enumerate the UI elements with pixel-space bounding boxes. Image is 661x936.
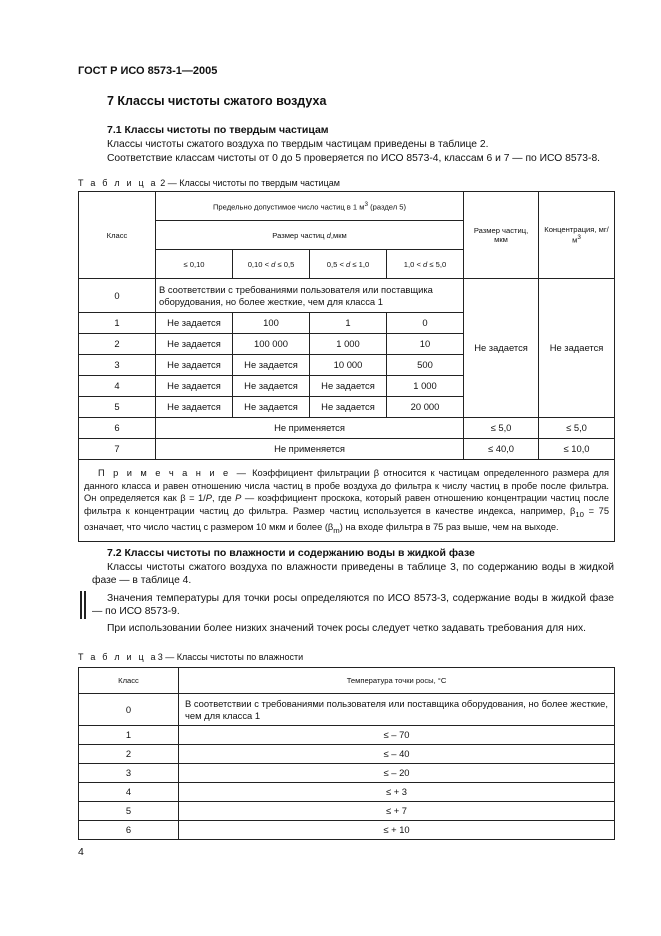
row-class: 5 (79, 802, 179, 821)
table-3 (78, 667, 615, 840)
row-class: 2 (79, 334, 156, 355)
subsection-7-1-title: 7.1 Классы чистоты по твердым частицам (107, 124, 329, 136)
paragraph: При использовании более низких значений точек росы следует четко задавать требования для них. (107, 623, 587, 634)
table-cell: Не задается (156, 313, 233, 334)
document-header: ГОСТ Р ИСО 8573-1—2005 (78, 65, 218, 77)
table-cell: 10 000 (310, 355, 387, 376)
table-cell: 100 (233, 313, 310, 334)
row-class: 5 (79, 397, 156, 418)
table-cell: ≤ – 40 (179, 745, 615, 764)
header-concentration: Концентрация, $мг/м^3$ (539, 192, 615, 279)
row-class: 3 (79, 764, 179, 783)
paragraph: Классы чистоты сжатого воздуха по твердым частицам приведены в таблице 2. (107, 139, 489, 150)
table-cell: ≤ 10,0 (539, 439, 615, 460)
paragraph: Классы чистоты сжатого воздуха по влажности приведены в таблице 3, по содержанию воды в жидкой фазе — в таблице 4. (92, 562, 614, 586)
row-class: 3 (79, 355, 156, 376)
row-class: 2 (79, 745, 179, 764)
page-number: 4 (78, 846, 84, 858)
row-class: 6 (79, 418, 156, 439)
table-cell: 100 000 (233, 334, 310, 355)
subheader-range-3: 0,5 < d ≤ 1,0 (310, 250, 387, 279)
table-cell: ≤ – 70 (179, 726, 615, 745)
table-cell: 500 (387, 355, 464, 376)
table-cell: ≤ 5,0 (539, 418, 615, 439)
merged-particle-size: Не задается (464, 279, 539, 418)
not-applicable: Не применяется (156, 439, 464, 460)
table-cell: 20 000 (387, 397, 464, 418)
row-class: 7 (79, 439, 156, 460)
header-particle-size: Размер частиц, мкм (464, 192, 539, 279)
change-bar (84, 591, 86, 619)
table-cell: ≤ – 20 (179, 764, 615, 783)
change-bar (80, 591, 82, 619)
table-cell: ≤ 5,0 (464, 418, 539, 439)
table-cell: ≤ + 7 (179, 802, 615, 821)
header-max-count: Предельно допустимое число частиц в 1 $м^3$ (раздел 5) (156, 192, 464, 221)
table-cell: Не задается (156, 397, 233, 418)
section-7-title: 7 Классы чистоты сжатого воздуха (107, 94, 327, 108)
row-class: 4 (79, 783, 179, 802)
table-cell: Не задается (233, 355, 310, 376)
paragraph: Соответствие классам чистоты от 0 до 5 проверяется по ИСО 8573-4, классам 6 и 7 — по ИСО 8573-8. (107, 153, 601, 164)
subheader-range-4: 1,0 < d ≤ 5,0 (387, 250, 464, 279)
table-cell: Не задается (233, 397, 310, 418)
table-cell: 1 000 (310, 334, 387, 355)
row-0-requirement: В соответствии с требованиями пользователя или поставщика оборудования, но более жесткие, чем для класса 1 (179, 694, 615, 726)
row-class: 0 (79, 279, 156, 313)
table-cell: Не задается (156, 355, 233, 376)
merged-concentration: Не задается (539, 279, 615, 418)
subheader-range-2: 0,10 < d ≤ 0,5 (233, 250, 310, 279)
row-class: 1 (79, 726, 179, 745)
table-cell: ≤ 40,0 (464, 439, 539, 460)
table-cell: Не задается (156, 334, 233, 355)
table-cell: Не задается (310, 376, 387, 397)
table-cell: Не задается (233, 376, 310, 397)
header-class: Класс (79, 192, 156, 279)
table-cell: 1 000 (387, 376, 464, 397)
table-cell: ≤ + 3 (179, 783, 615, 802)
table-cell: 10 (387, 334, 464, 355)
table-cell: 0 (387, 313, 464, 334)
table-3-caption: Т а б л и ц а3 — Классы чистоты по влажности (78, 652, 304, 662)
table-cell: ≤ + 10 (179, 821, 615, 840)
row-class: 1 (79, 313, 156, 334)
table-cell: 1 (310, 313, 387, 334)
row-0-requirement: В соответствии с требованиями пользователя или поставщика оборудования, но более жесткие, чем для класса 1 (156, 279, 464, 313)
table-2 (78, 191, 615, 542)
paragraph: Значения температуры для точки росы определяются по ИСО 8573-3, содержание воды в жидкой фазе — по ИСО 8573-9. (92, 593, 614, 617)
header-size-d: Размер частиц d,мкм (156, 221, 464, 250)
not-applicable: Не применяется (156, 418, 464, 439)
header-class: Класс (79, 668, 179, 694)
row-class: 0 (79, 694, 179, 726)
table-cell: Не задается (156, 376, 233, 397)
subsection-7-2-title: 7.2 Классы чистоты по влажности и содержанию воды в жидкой фазе (107, 547, 475, 559)
row-class: 4 (79, 376, 156, 397)
header-dew-point: Температура точки росы, °C (179, 668, 615, 694)
row-class: 6 (79, 821, 179, 840)
subheader-range-1: ≤ 0,10 (156, 250, 233, 279)
table-2-caption: Т а б л и ц а 2 — Классы чистоты по твердым частицам (78, 178, 340, 188)
table-2-note: П р и м е ч а н и е — Коэффициент фильтрации β относится к частицам определенного размера для данного класса и равен отношению числа частиц в пробе воздуха до фильтра к числу частиц в пробе после фильтра. Он определяется как β = 1/P, где P — коэффициент проскока, который равен отношению концентрации частиц после фильтра к концентрации частиц до фильтра. Размер частиц используется в качестве индекса, например, $\beta_{10} = 75$ означает, что число частиц с размером 10 мкм и более $(\beta_m)$ на входе фильтра в 75 раз выше, чем на выходе. (79, 460, 615, 542)
table-cell: Не задается (310, 397, 387, 418)
